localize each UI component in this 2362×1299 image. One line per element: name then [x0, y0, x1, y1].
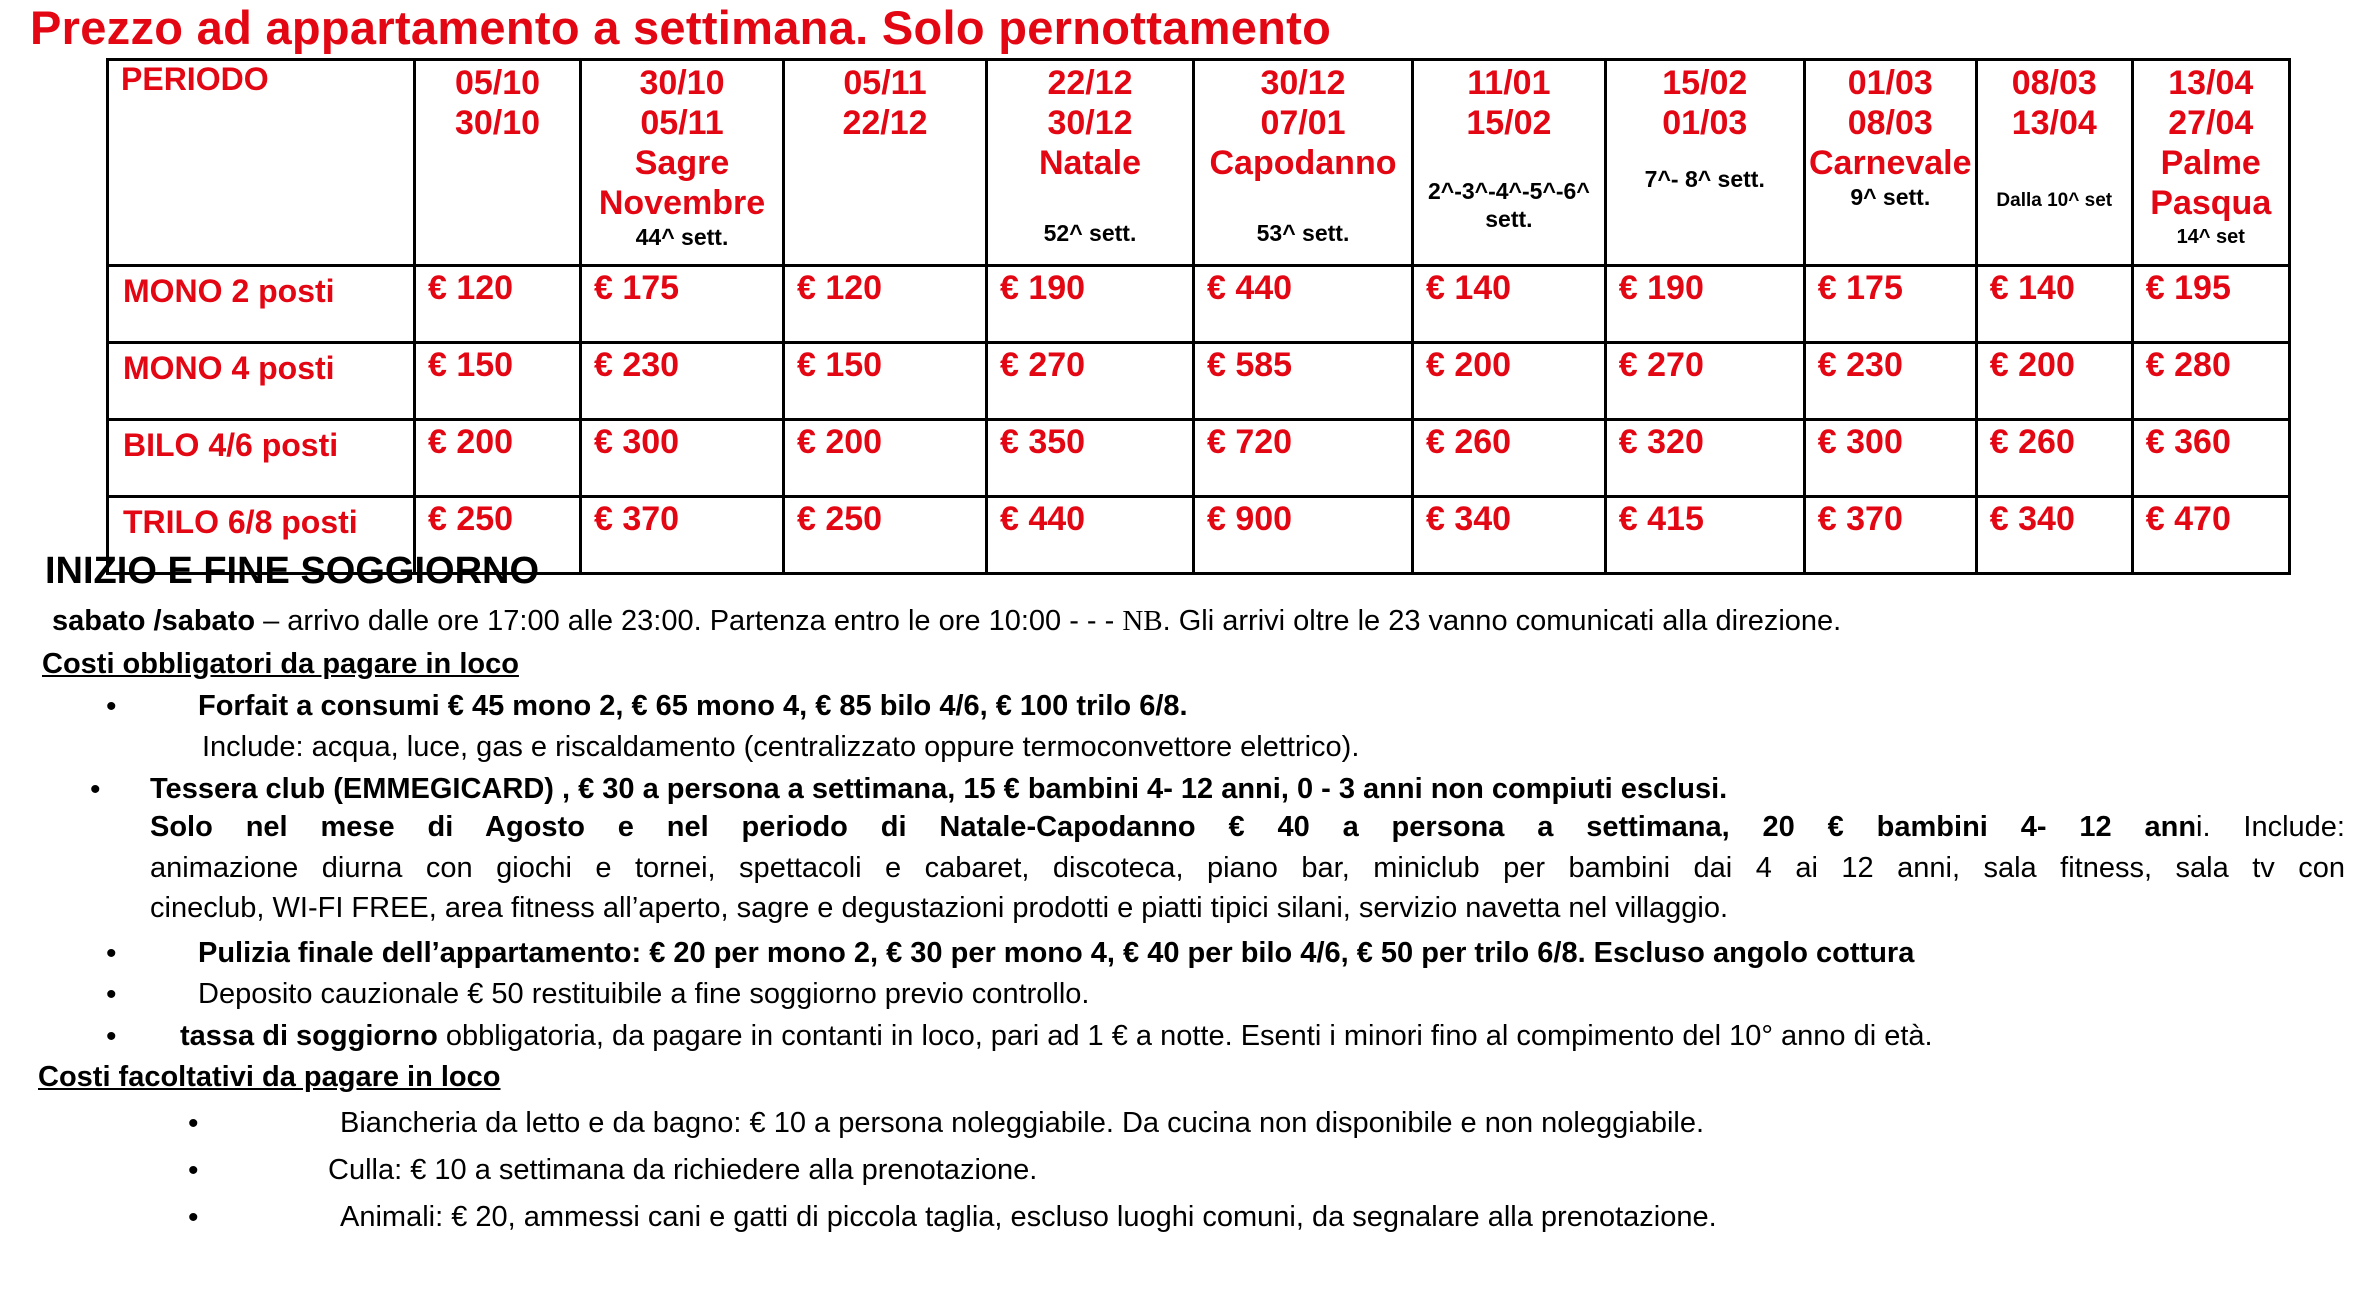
price-cell: € 440: [987, 497, 1194, 574]
period-from: 01/03: [1847, 64, 1933, 102]
price-cell: € 250: [784, 497, 987, 574]
stay-times: – arrivo dalle ore 17:00 alle 23:00. Partenza entro le ore 10:00 - - -: [255, 605, 1123, 637]
club-line: Tessera club (EMMEGICARD) , € 30 a persona a settimana, 15 € bambini 4- 12 anni, 0 - 3 anni non compiuti esclusi.: [150, 773, 1728, 805]
price-cell: € 150: [784, 343, 987, 420]
price-cell: € 175: [581, 266, 784, 343]
period-from: 15/02: [1662, 64, 1748, 102]
period-header: [784, 60, 987, 266]
cleaning-line: Pulizia finale dell’appartamento: € 20 per mono 2, € 30 per mono 4, € 40 per bilo 4/6, € 50 per trilo 6/8. Escluso angolo cottura: [198, 937, 1915, 969]
period-to: 27/04: [2168, 104, 2254, 142]
optional-linen: Biancheria da letto e da bagno: € 10 a persona noleggiabile. Da cucina non disponibile e non noleggiabile.: [340, 1107, 1705, 1139]
period-week: 7^- 8^ sett.: [1644, 166, 1765, 192]
price-cell: € 140: [1413, 266, 1606, 343]
stay-days: sabato /sabato: [52, 605, 256, 637]
period-to: 30/10: [454, 104, 541, 142]
period-from: 11/01: [1467, 64, 1551, 102]
period-week: 14^ set: [2176, 226, 2245, 248]
price-table: [106, 58, 2291, 575]
period-from: 05/10: [454, 64, 541, 102]
period-to: 05/11: [640, 104, 724, 142]
period-header: [581, 60, 784, 266]
price-cell: € 120: [784, 266, 987, 343]
price-cell: € 720: [1194, 420, 1413, 497]
price-cell: € 900: [1194, 497, 1413, 574]
price-cell: € 200: [415, 420, 581, 497]
period-header: [1605, 60, 1804, 266]
period-to: 07/01: [1260, 104, 1346, 142]
price-cell: € 120: [415, 266, 581, 343]
period-header: [415, 60, 581, 266]
bullet-icon: •: [188, 1154, 199, 1187]
period-week: 2^-3^-4^-5^-6^ sett.: [1428, 178, 1590, 232]
optional-pets: Animali: € 20, ammessi cani e gatti di piccola taglia, escluso luoghi comuni, da segnalare alla prenotazione.: [340, 1201, 1717, 1233]
price-cell: € 190: [1605, 266, 1804, 343]
period-name: Capodanno: [1209, 144, 1397, 182]
period-to: 30/12: [1047, 104, 1133, 142]
club-line-2: [150, 807, 2345, 848]
period-week: 44^ sett.: [635, 224, 729, 250]
period-from: 13/04: [2168, 64, 2254, 102]
row-label: TRILO 6/8 posti: [108, 497, 415, 574]
row-label: MONO 4 posti: [108, 343, 415, 420]
price-cell: € 300: [581, 420, 784, 497]
tax-text: obbligatoria, da pagare in contanti in loco, pari ad 1 € a notte. Esenti i minori fino al compimento del 10° anno di età.: [437, 1020, 1933, 1052]
price-cell: € 195: [2132, 266, 2289, 343]
period-to: 01/03: [1662, 104, 1748, 142]
period-to: 22/12: [842, 104, 928, 142]
table-row: [108, 266, 2290, 343]
price-cell: € 200: [1976, 343, 2132, 420]
price-cell: € 360: [2132, 420, 2289, 497]
price-cell: € 470: [2132, 497, 2289, 574]
optional-heading: Costi facoltativi da pagare in loco: [38, 1061, 501, 1093]
bullet-icon: •: [106, 690, 117, 723]
period-name: Sagre Novembre: [598, 144, 766, 222]
mandatory-heading: Costi obbligatori da pagare in loco: [42, 648, 519, 680]
stay-line: [52, 605, 1841, 638]
period-to: 15/02: [1466, 104, 1552, 142]
tax-label: tassa di soggiorno: [180, 1020, 438, 1052]
header-row: [108, 60, 2290, 266]
period-from: 08/03: [2011, 64, 2097, 102]
price-cell: € 230: [581, 343, 784, 420]
bullet-icon: •: [188, 1201, 199, 1234]
period-header: [1976, 60, 2132, 266]
period-to: 13/04: [2011, 104, 2097, 142]
price-cell: € 370: [1804, 497, 1976, 574]
price-cell: € 260: [1976, 420, 2132, 497]
bullet-icon: •: [106, 937, 117, 970]
stay-heading: INIZIO E FINE SOGGIORNO: [45, 550, 540, 592]
price-cell: € 270: [987, 343, 1194, 420]
price-cell: € 320: [1605, 420, 1804, 497]
price-cell: € 585: [1194, 343, 1413, 420]
period-header: [2132, 60, 2289, 266]
table-row: [108, 343, 2290, 420]
price-cell: € 270: [1605, 343, 1804, 420]
period-week: 9^ sett.: [1850, 184, 1931, 210]
price-cell: € 415: [1605, 497, 1804, 574]
period-name: Natale: [1038, 144, 1142, 182]
page-title: Prezzo ad appartamento a settimana. Solo pernottamento: [30, 1, 1332, 54]
price-cell: € 200: [1413, 343, 1606, 420]
deposit-line: Deposito cauzionale € 50 restituibile a fine soggiorno previo controllo.: [198, 978, 1090, 1010]
price-cell: € 350: [987, 420, 1194, 497]
price-cell: € 175: [1804, 266, 1976, 343]
club-august: Solo nel mese di Agosto e nel periodo di Natale-Capodanno € 40 a persona a settimana, 20 € bambini 4- 12 ann: [150, 811, 2197, 843]
price-cell: € 280: [2132, 343, 2289, 420]
period-week: 53^ sett.: [1256, 220, 1350, 246]
price-cell: € 340: [1413, 497, 1606, 574]
corner-label: PERIODO: [121, 61, 269, 97]
nb-label: NB: [1122, 605, 1163, 637]
price-cell: € 150: [415, 343, 581, 420]
nb-text: . Gli arrivi oltre le 23 vanno comunicati alla direzione.: [1162, 605, 1842, 637]
price-cell: € 250: [415, 497, 581, 574]
price-cell: € 440: [1194, 266, 1413, 343]
period-week: 52^ sett.: [1043, 220, 1137, 246]
optional-crib: Culla: € 10 a settimana da richiedere alla prenotazione.: [328, 1154, 1038, 1186]
period-name: Palme Pasqua: [2150, 144, 2272, 222]
period-to: 08/03: [1847, 104, 1933, 142]
bullet-icon: •: [106, 1020, 117, 1053]
price-cell: € 370: [581, 497, 784, 574]
period-header: [987, 60, 1194, 266]
period-header: [1194, 60, 1413, 266]
price-cell: € 300: [1804, 420, 1976, 497]
period-from: 30/10: [639, 64, 725, 102]
period-from: 22/12: [1047, 64, 1133, 102]
period-name: Carnevale: [1808, 144, 1972, 182]
price-cell: € 230: [1804, 343, 1976, 420]
forfait-line: Forfait a consumi € 45 mono 2, € 65 mono 4, € 85 bilo 4/6, € 100 trilo 6/8.: [198, 690, 1188, 722]
period-header: [1804, 60, 1976, 266]
row-label: MONO 2 posti: [108, 266, 415, 343]
bullet-icon: •: [106, 978, 117, 1011]
period-from: 30/12: [1260, 64, 1346, 102]
price-cell: € 200: [784, 420, 987, 497]
period-week: Dalla 10^ set: [1996, 190, 2113, 211]
forfait-include: Include: acqua, luce, gas e riscaldamento (centralizzato oppure termoconvettore elettrico).: [202, 731, 1360, 763]
corner-label-cell: [108, 60, 415, 266]
club-line-4: cineclub, WI-FI FREE, area fitness all’aperto, sagre e degustazioni prodotti e piatti tipici silani, servizio navetta nel villaggio.: [150, 892, 1729, 924]
club-line-3: animazione diurna con giochi e tornei, spettacoli e cabaret, discoteca, piano bar, miniclub per bambini dai 4 ai 12 anni, sala fitness, sala tv con: [150, 852, 2345, 884]
table-row: [108, 420, 2290, 497]
row-label: BILO 4/6 posti: [108, 420, 415, 497]
bullet-icon: •: [90, 773, 101, 806]
price-cell: € 140: [1976, 266, 2132, 343]
price-cell: € 340: [1976, 497, 2132, 574]
club-include: i. Include:: [2196, 811, 2345, 843]
period-header: [1413, 60, 1606, 266]
price-cell: € 260: [1413, 420, 1606, 497]
period-from: 05/11: [843, 64, 927, 102]
tax-line: [180, 1020, 1933, 1053]
bullet-icon: •: [188, 1107, 199, 1140]
price-cell: € 190: [987, 266, 1194, 343]
